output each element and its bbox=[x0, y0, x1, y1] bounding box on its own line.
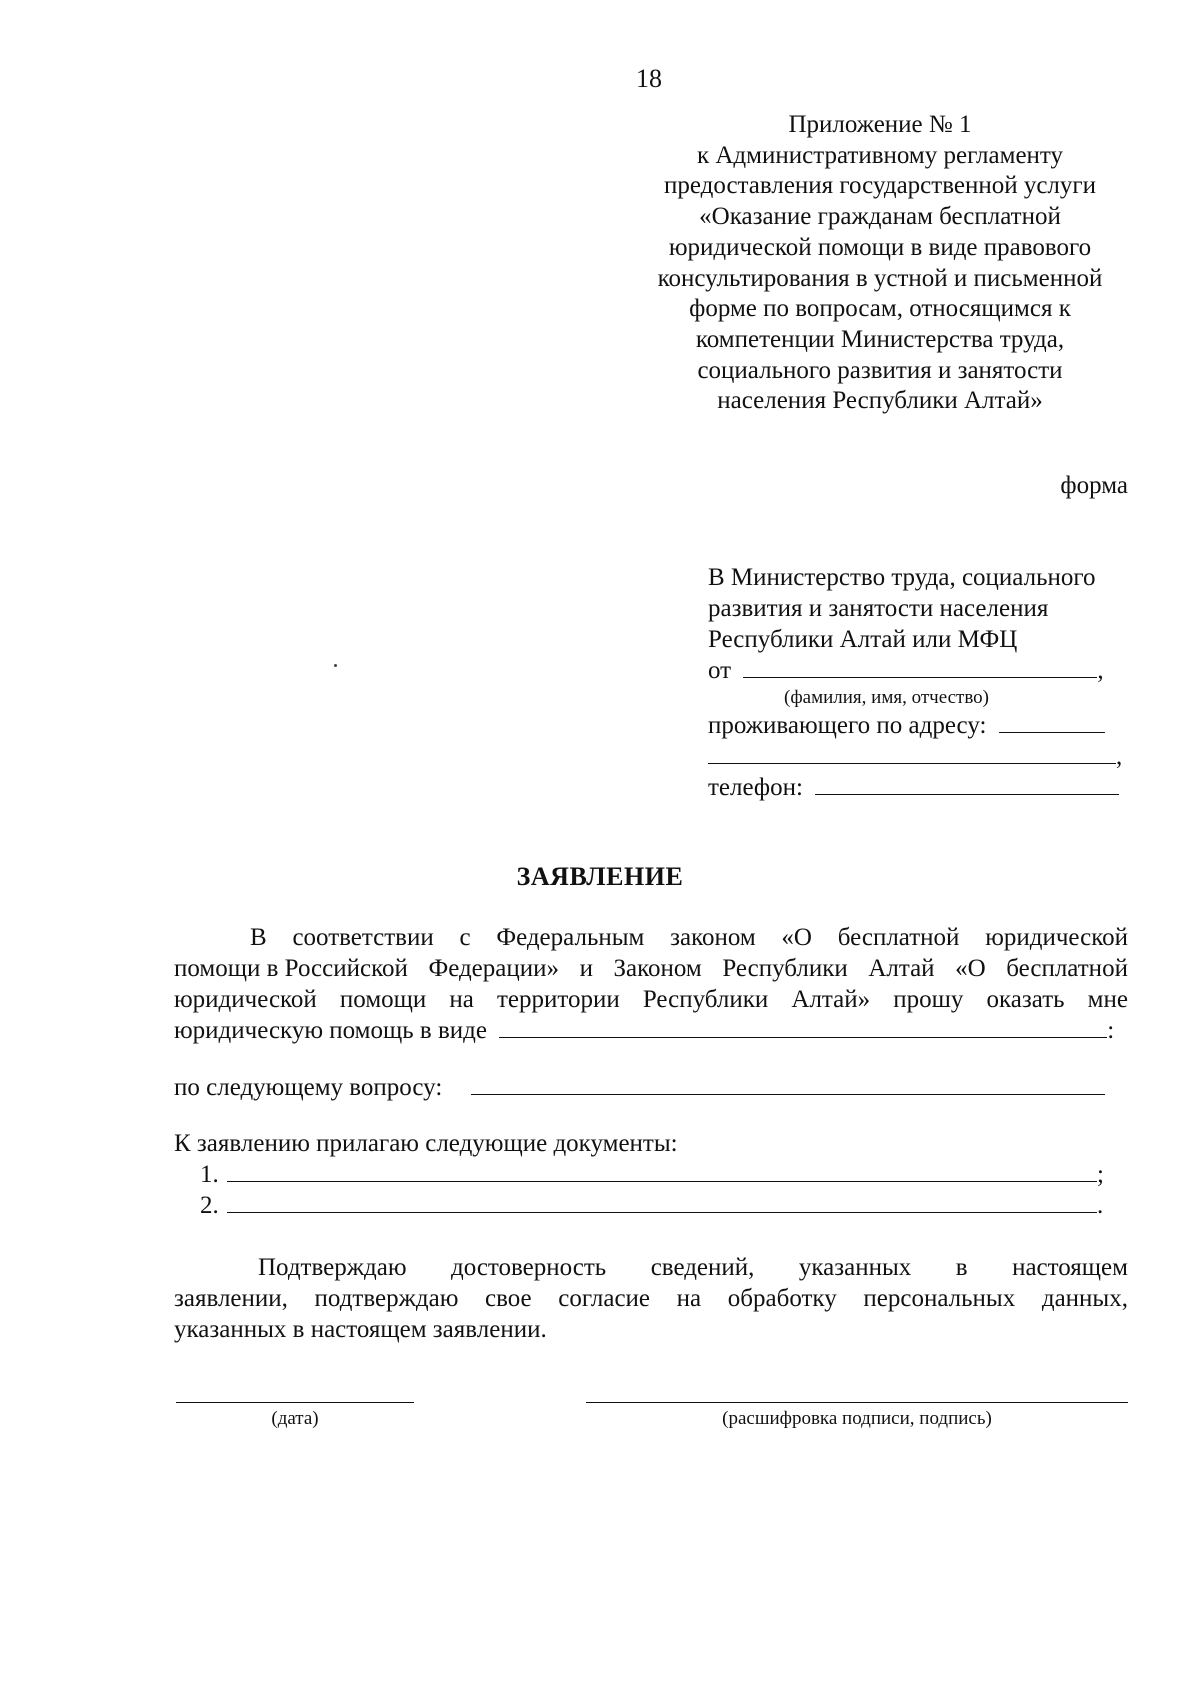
word: бесплатной bbox=[1006, 955, 1128, 982]
word: на bbox=[449, 986, 474, 1013]
word: бесплатной bbox=[837, 924, 960, 951]
word: помощи bbox=[339, 986, 427, 1013]
address-end: , bbox=[1116, 743, 1123, 770]
phone-label: телефон: bbox=[708, 774, 803, 801]
appendix-header bbox=[640, 110, 1120, 417]
appendix-line: «Оказание гражданам бесплатной bbox=[699, 203, 1061, 231]
address-field[interactable] bbox=[999, 712, 1105, 733]
appendix-line: социального развития и занятости bbox=[697, 356, 1063, 384]
scan-speck bbox=[334, 664, 337, 667]
word: настоящем bbox=[1012, 1254, 1128, 1281]
appendix-line: к Административному регламенту bbox=[696, 141, 1064, 169]
word: законом bbox=[670, 924, 756, 951]
word: с bbox=[459, 924, 471, 951]
from-label: от bbox=[708, 657, 732, 684]
address-row-2 bbox=[708, 741, 1128, 772]
word: свое bbox=[485, 1285, 532, 1312]
word: Законом bbox=[613, 955, 702, 982]
documents-intro: К заявлению прилагаю следующие документы: bbox=[174, 1130, 678, 1157]
addressee-line: В Министерство труда, социального bbox=[708, 564, 1096, 591]
document-item-end: . bbox=[1097, 1192, 1104, 1219]
word: данных, bbox=[1041, 1285, 1128, 1312]
name-hint: (фамилия, имя, отчество) bbox=[784, 687, 990, 708]
word: персональных bbox=[863, 1285, 1016, 1312]
appendix-line: предоставления государственной услуги bbox=[663, 172, 1097, 200]
applicant-name-field[interactable] bbox=[743, 657, 1097, 678]
document-item-number: 2. bbox=[200, 1192, 219, 1219]
word: оказать bbox=[986, 986, 1065, 1013]
from-end: , bbox=[1097, 657, 1104, 684]
signature-label: (расшифровка подписи, подпись) bbox=[722, 1408, 992, 1429]
phone-field[interactable] bbox=[815, 774, 1119, 795]
word: «О bbox=[781, 924, 812, 951]
signature-line[interactable] bbox=[586, 1402, 1128, 1403]
word: в bbox=[955, 1254, 968, 1281]
word: «О bbox=[955, 955, 986, 982]
word: юридической bbox=[985, 924, 1128, 951]
statement-line-4-end: : bbox=[1107, 1017, 1115, 1044]
addressee-line: развития и занятости населения bbox=[708, 595, 1049, 622]
word: мне bbox=[1087, 986, 1128, 1013]
statement-line-3 bbox=[174, 984, 1128, 1015]
word: Алтай bbox=[868, 955, 935, 982]
word: Республики bbox=[642, 986, 769, 1013]
appendix-line: консультирования в устной и письменной bbox=[657, 264, 1103, 292]
question-label: по следующему вопросу: bbox=[174, 1074, 443, 1101]
word: соответствии bbox=[292, 924, 434, 951]
document-field-2[interactable] bbox=[227, 1192, 1097, 1213]
documents-section bbox=[174, 1128, 1104, 1221]
confirmation-line-1 bbox=[174, 1252, 1128, 1283]
word: указанных bbox=[798, 1254, 912, 1281]
from-row bbox=[708, 655, 1128, 686]
word: заявлении, bbox=[174, 1285, 288, 1312]
addressee-line: Республики Алтай или МФЦ bbox=[708, 626, 1018, 653]
word: помощи в Российской bbox=[174, 955, 408, 982]
word: Подтверждаю bbox=[258, 1254, 407, 1281]
appendix-line: Приложение № 1 bbox=[788, 111, 972, 138]
confirmation-line-3: указанных в настоящем заявлении. bbox=[174, 1316, 547, 1343]
appendix-line: компетенции Министерства труда, bbox=[695, 325, 1065, 353]
confirmation-paragraph bbox=[174, 1252, 1128, 1345]
statement-paragraph bbox=[174, 922, 1128, 1046]
word: Алтай» bbox=[791, 986, 871, 1013]
word: Федеральным bbox=[496, 924, 645, 951]
word: обработку bbox=[727, 1285, 837, 1312]
question-row bbox=[174, 1072, 1105, 1103]
statement-line-4 bbox=[174, 1015, 1128, 1046]
document-item-1 bbox=[174, 1159, 1104, 1190]
word: подтверждаю bbox=[314, 1285, 459, 1312]
phone-row bbox=[708, 772, 1128, 803]
page-number: 18 bbox=[636, 64, 662, 93]
statement-line-1 bbox=[174, 922, 1128, 953]
question-field[interactable] bbox=[471, 1074, 1105, 1095]
appendix-line: юридической помощи в виде правового bbox=[668, 233, 1092, 261]
addressee-block bbox=[708, 562, 1128, 803]
form-label: форма bbox=[1060, 472, 1128, 499]
document-item-number: 1. bbox=[200, 1161, 219, 1188]
address-field-continued[interactable] bbox=[708, 743, 1116, 764]
date-label: (дата) bbox=[271, 1408, 319, 1429]
help-type-field[interactable] bbox=[499, 1017, 1107, 1038]
word: согласие bbox=[558, 1285, 651, 1312]
date-signature-line[interactable] bbox=[176, 1402, 414, 1403]
word: Федерации» bbox=[428, 955, 560, 982]
word: В bbox=[250, 924, 267, 951]
word: достоверность bbox=[450, 1254, 607, 1281]
word: прошу bbox=[893, 986, 964, 1013]
appendix-line: населения Республики Алтай» bbox=[717, 387, 1043, 415]
statement-line-2 bbox=[174, 953, 1128, 984]
word: Республики bbox=[722, 955, 848, 982]
word: территории bbox=[496, 986, 620, 1013]
word: и bbox=[579, 955, 593, 982]
document-item-end: ; bbox=[1097, 1161, 1104, 1188]
word: юридической bbox=[174, 986, 317, 1013]
address-label: проживающего по адресу: bbox=[708, 712, 987, 739]
word: сведений, bbox=[650, 1254, 755, 1281]
statement-line-4-text: юридическую помощь в виде bbox=[174, 1017, 487, 1044]
document-item-2 bbox=[174, 1190, 1104, 1221]
address-row bbox=[708, 710, 1128, 741]
confirmation-line-2 bbox=[174, 1283, 1128, 1314]
word: на bbox=[676, 1285, 702, 1312]
document-title: ЗАЯВЛЕНИЕ bbox=[516, 862, 684, 891]
appendix-line: форме по вопросам, относящимся к bbox=[689, 295, 1071, 323]
document-field-1[interactable] bbox=[227, 1161, 1097, 1182]
